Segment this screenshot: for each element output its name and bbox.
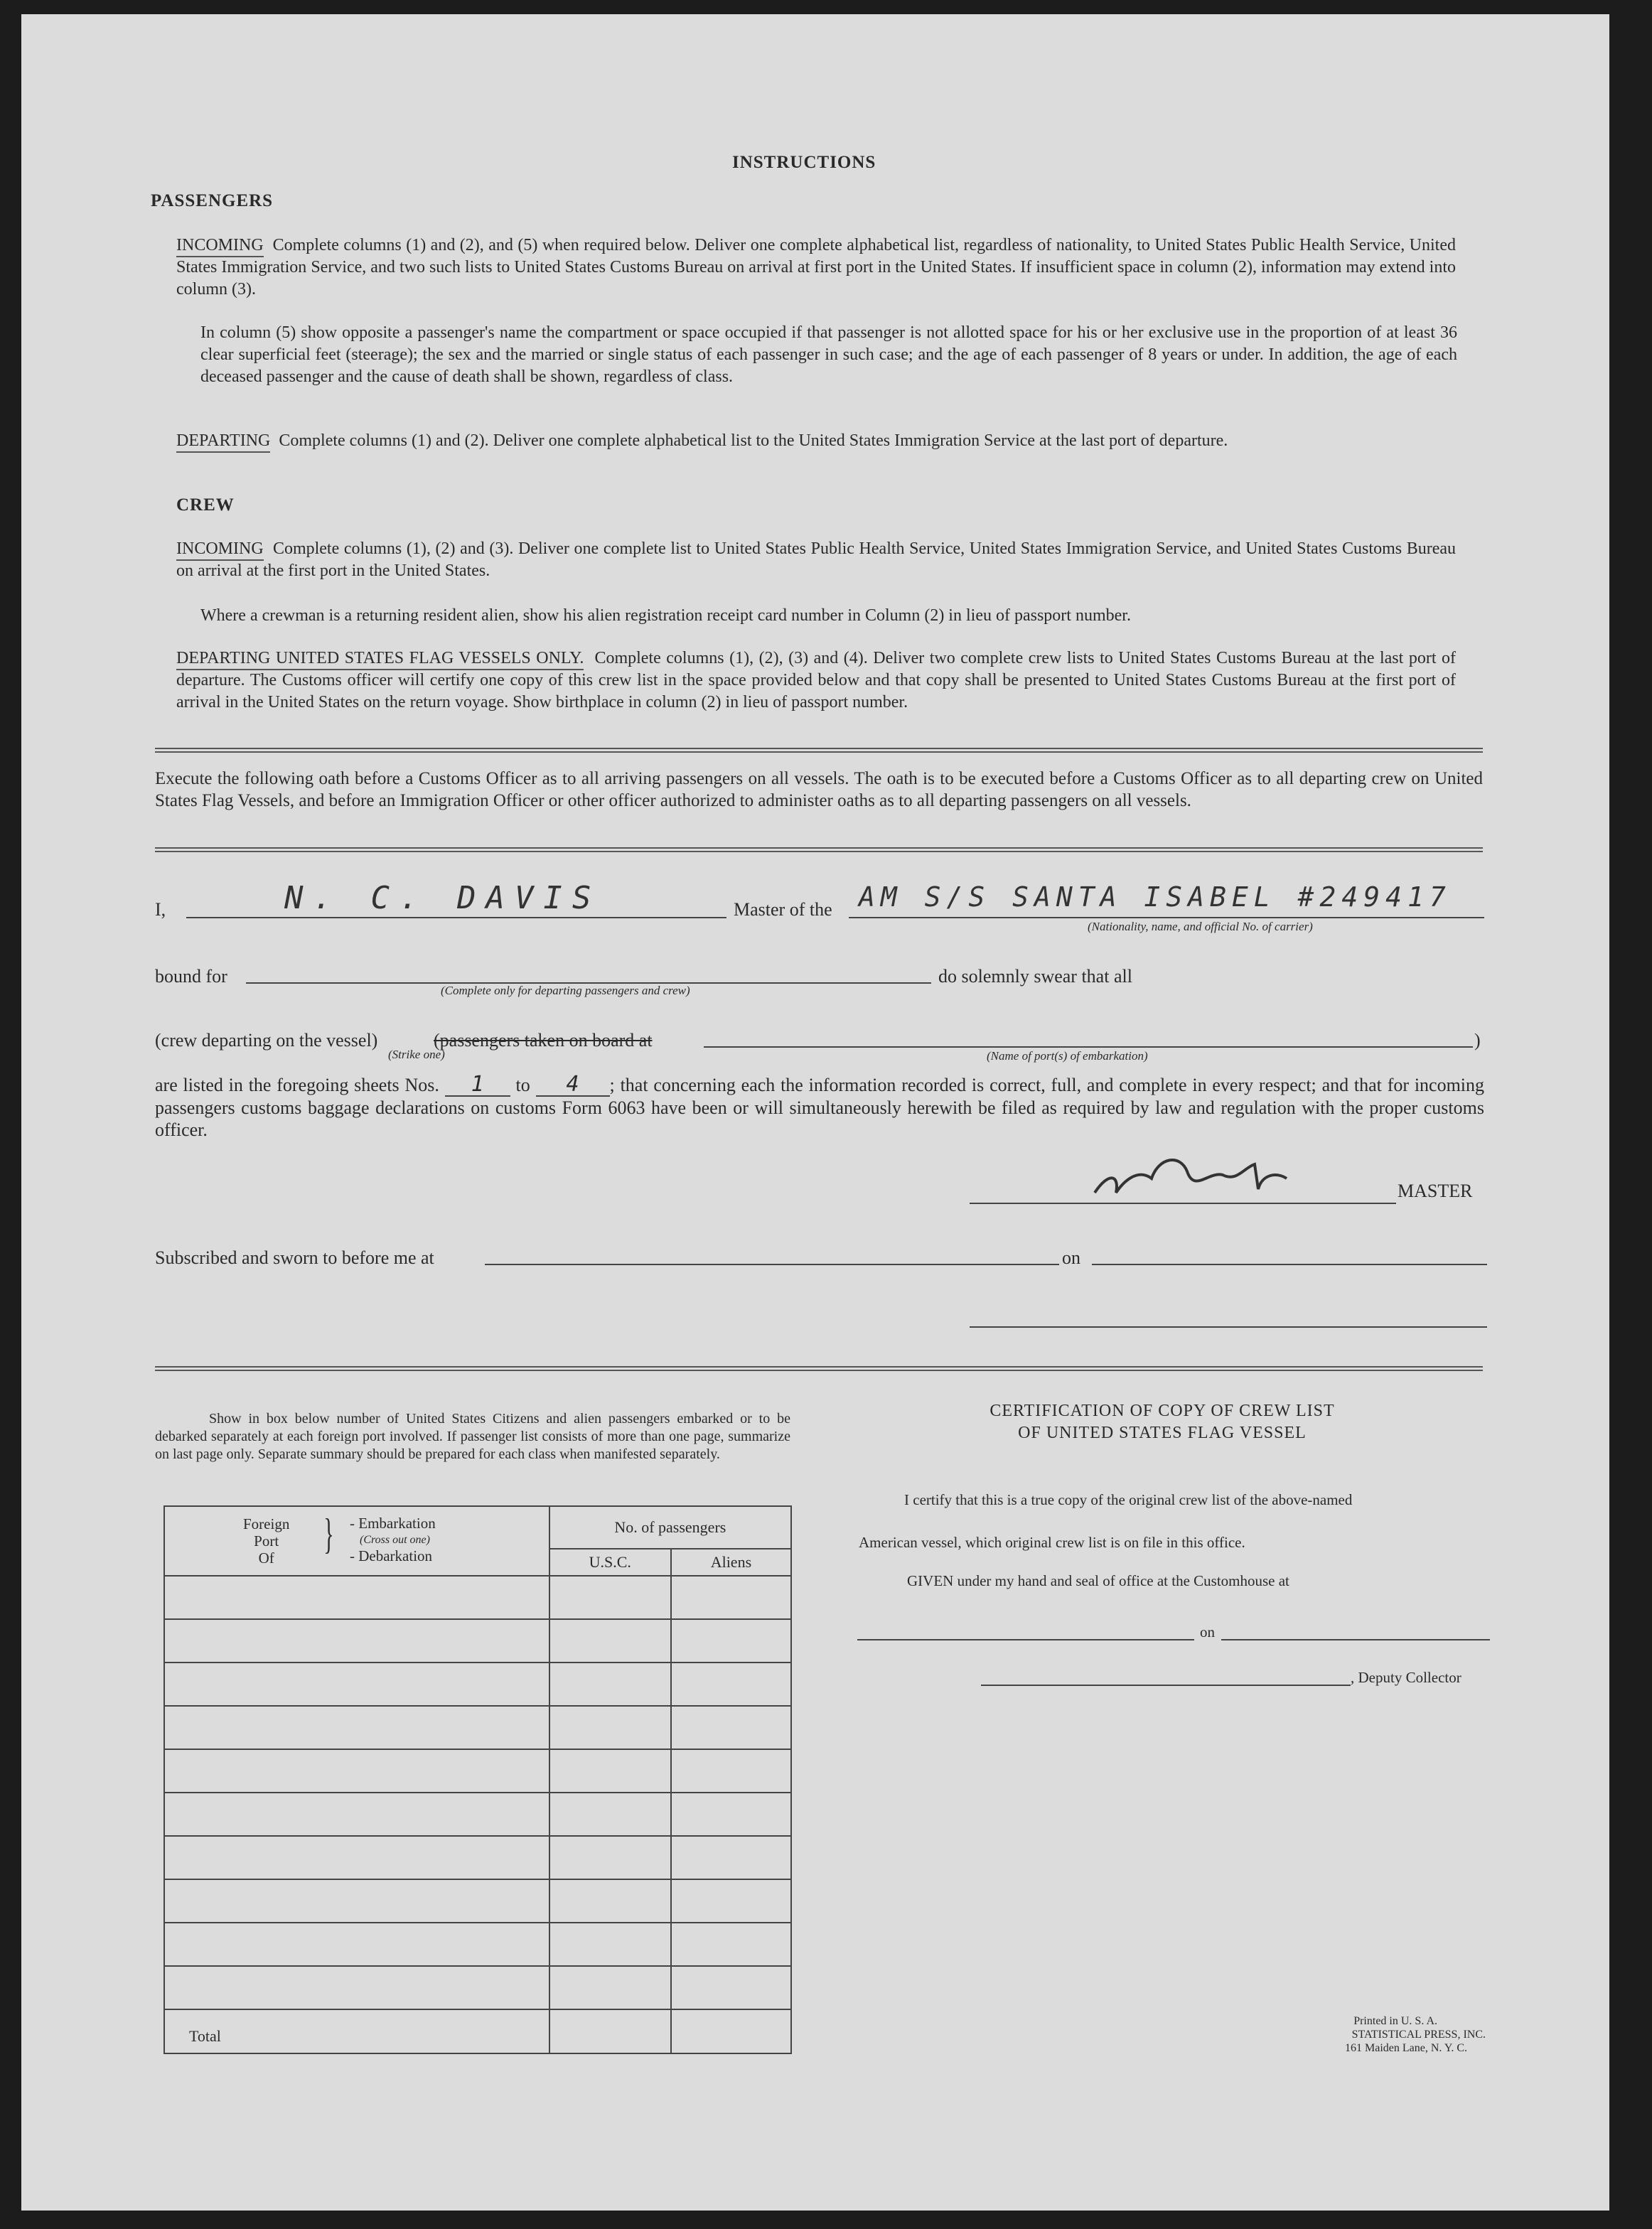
printer-imprint bbox=[1251, 2014, 1486, 2055]
passengers-taken-option: (passengers taken on board at bbox=[434, 1030, 653, 1051]
of-text: Of bbox=[258, 1549, 274, 1567]
certification-title-line-1: CERTIFICATION OF COPY OF CREW LIST bbox=[989, 1402, 1335, 1420]
passengers-incoming-text: Complete columns (1) and (2), and (5) when required below. Deliver one complete alphabetical list, regardless of nationality, to United States Public Health Service, United States Immigration Service, and two such lists to United States Customs Bureau on arrival at first port in the United States. If insufficient space in column (2), information may extend into column (3). bbox=[176, 236, 1457, 299]
printer-line-3: 161 Maiden Lane, N. Y. C. bbox=[1345, 2042, 1467, 2054]
port-cell bbox=[164, 1576, 549, 1619]
port-caption: (Name of port(s) of embarkation) bbox=[987, 1049, 1148, 1063]
crew-departing-label: DEPARTING UNITED STATES FLAG VESSELS ONLY. bbox=[176, 649, 584, 670]
certification-title bbox=[853, 1400, 1471, 1444]
certification-date-line bbox=[1221, 1639, 1490, 1640]
vessel-line bbox=[849, 917, 1484, 918]
certification-line-3: GIVEN under my hand and seal of office at the Customhouse at bbox=[907, 1572, 1289, 1589]
master-signature bbox=[1080, 1143, 1336, 1207]
usc-header: U.S.C. bbox=[549, 1549, 671, 1576]
port-cell bbox=[164, 1836, 549, 1879]
passengers-column5-text: In column (5) show opposite a passenger's name the compartment or space occupied if that passenger is not allotted space for his or her exclusive use in the proportion of at least 36 clear superficial feet (steerage); the sex and the married or single status of each passenger in such case; and the age of each passenger of 8 years or under. In addition, the age of each deceased passenger and the cause of death shall be shown, regardless of class. bbox=[200, 323, 1457, 386]
aliens-cell bbox=[671, 1836, 791, 1879]
master-label: MASTER bbox=[1398, 1181, 1473, 1201]
aliens-header: Aliens bbox=[671, 1549, 791, 1576]
aliens-cell bbox=[671, 1793, 791, 1836]
usc-cell bbox=[549, 1879, 671, 1923]
printer-line-2: STATISTICAL PRESS, INC. bbox=[1351, 2029, 1486, 2041]
master-name-line bbox=[186, 917, 726, 918]
sheet-from: 1 bbox=[445, 1073, 510, 1097]
embark-options bbox=[350, 1515, 436, 1564]
port-line bbox=[704, 1046, 1473, 1048]
passengers-incoming-paragraph bbox=[176, 235, 1456, 301]
port-cell bbox=[164, 1923, 549, 1966]
crew-resident-text: Where a crewman is a returning resident alien, show his alien registration receipt card number in Column (2) in lieu of passport number. bbox=[200, 606, 1131, 625]
usc-cell bbox=[549, 1706, 671, 1749]
deputy-collector-label: , Deputy Collector bbox=[1351, 1669, 1461, 1686]
sheets-statement bbox=[155, 1073, 1484, 1141]
aliens-total-cell bbox=[671, 2009, 791, 2053]
aliens-cell bbox=[671, 1749, 791, 1793]
divider bbox=[155, 847, 1483, 852]
total-label: Total bbox=[164, 2009, 549, 2053]
usc-cell bbox=[549, 1619, 671, 1663]
vessel-caption: (Nationality, name, and official No. of carrier) bbox=[1088, 920, 1313, 933]
i-label: I, bbox=[155, 899, 166, 920]
to-label: to bbox=[515, 1075, 530, 1095]
crew-departing-text: Complete columns (1), (2), (3) and (4). Deliver two complete crew lists to United States Customs Bureau at the last port of departure. The Customs officer will certify one copy of this crew list in the space provided below and that copy shall be presented to United States Customs Bureau at the first port of arrival in the United States on the return voyage. Show birthplace in column (2) in lieu of passport number. bbox=[176, 649, 1456, 711]
port-cell bbox=[164, 1706, 549, 1749]
listed-suffix: ; that concerning each the information recorded is correct, full, and complete in every respect; and that for incoming passengers customs baggage declarations on customs Form 6063 have been or will simultaneously herewith be filed as required by law and regulation with the proper customs officer. bbox=[155, 1075, 1485, 1140]
listed-prefix: are listed in the foregoing sheets Nos. bbox=[155, 1075, 439, 1095]
usc-cell bbox=[549, 1966, 671, 2009]
customhouse-place-line bbox=[857, 1639, 1194, 1640]
brace-icon: } bbox=[323, 1510, 334, 1557]
aliens-cell bbox=[671, 1966, 791, 2009]
crew-departing-paragraph bbox=[176, 648, 1456, 714]
no-of-passengers-header: No. of passengers bbox=[549, 1506, 791, 1549]
foreign-port-of bbox=[243, 1515, 289, 1567]
sworn-on-label: on bbox=[1062, 1247, 1080, 1268]
foreign-port-header bbox=[164, 1506, 549, 1576]
sworn-date-line bbox=[1092, 1264, 1487, 1265]
printer-line-1: Printed in U. S. A. bbox=[1353, 2015, 1437, 2027]
debarkation-option: - Debarkation bbox=[350, 1547, 433, 1564]
bound-for-caption: (Complete only for departing passengers and crew) bbox=[441, 984, 690, 997]
divider bbox=[155, 748, 1483, 753]
vessel-name: AM S/S SANTA ISABEL #249417 bbox=[859, 881, 1452, 913]
crew-incoming-text: Complete columns (1), (2) and (3). Deliver one complete list to United States Public Health Service, United States Immigration Service, and United States Customs Bureau on arrival at the first port in the United States. bbox=[176, 539, 1457, 580]
passengers-incoming-label: INCOMING bbox=[176, 236, 264, 257]
certification-line-2: American vessel, which original crew list is on file in this office. bbox=[859, 1534, 1245, 1551]
aliens-cell bbox=[671, 1576, 791, 1619]
aliens-cell bbox=[671, 1706, 791, 1749]
passengers-departing-label: DEPARTING bbox=[176, 431, 270, 453]
usc-total-cell bbox=[549, 2009, 671, 2053]
port-cell bbox=[164, 1879, 549, 1923]
aliens-cell bbox=[671, 1663, 791, 1706]
port-cell bbox=[164, 1793, 549, 1836]
usc-cell bbox=[549, 1793, 671, 1836]
usc-cell bbox=[549, 1576, 671, 1619]
port-text: Port bbox=[254, 1532, 279, 1549]
master-of-label: Master of the bbox=[734, 899, 832, 920]
foreign-text: Foreign bbox=[243, 1515, 290, 1532]
passengers-departing-paragraph bbox=[176, 430, 1456, 452]
crew-departing-option: (crew departing on the vessel) bbox=[155, 1030, 378, 1051]
aliens-cell bbox=[671, 1879, 791, 1923]
certification-on-label: on bbox=[1200, 1623, 1215, 1640]
instructions-heading: INSTRUCTIONS bbox=[732, 153, 876, 172]
certification-title-line-2: OF UNITED STATES FLAG VESSEL bbox=[1018, 1424, 1307, 1442]
passengers-label: PASSENGERS bbox=[151, 191, 274, 210]
bound-for-label: bound for bbox=[155, 966, 227, 987]
certification-line-1: I certify that this is a true copy of the original crew list of the above-named bbox=[904, 1491, 1353, 1508]
usc-cell bbox=[549, 1663, 671, 1706]
port-cell bbox=[164, 1966, 549, 2009]
usc-cell bbox=[549, 1923, 671, 1966]
divider bbox=[155, 1366, 1483, 1371]
subscribed-label: Subscribed and sworn to before me at bbox=[155, 1247, 434, 1268]
aliens-cell bbox=[671, 1923, 791, 1966]
usc-cell bbox=[549, 1836, 671, 1879]
passengers-departing-text: Complete columns (1) and (2). Deliver one complete alphabetical list to the United States Immigration Service at the last port of departure. bbox=[279, 431, 1228, 450]
port-cell bbox=[164, 1749, 549, 1793]
passenger-summary-table bbox=[163, 1505, 792, 2054]
deputy-collector-line bbox=[981, 1685, 1351, 1686]
port-cell bbox=[164, 1663, 549, 1706]
master-name: N. C. DAVIS bbox=[284, 880, 601, 916]
summary-instructions: Show in box below number of United States Citizens and alien passengers embarked or to be debarked separately at each foreign port involved. If passenger list consists of more than one page, summarize on last page only. Separate summary should be prepared for each class when manifested separately. bbox=[155, 1411, 790, 1462]
sheet-to: 4 bbox=[536, 1073, 610, 1097]
usc-cell bbox=[549, 1749, 671, 1793]
crew-label: CREW bbox=[176, 495, 235, 515]
swear-label: do solemnly swear that all bbox=[938, 966, 1132, 987]
strike-caption: (Strike one) bbox=[388, 1048, 445, 1061]
cross-out-note: (Cross out one) bbox=[360, 1534, 430, 1546]
close-paren: ) bbox=[1474, 1030, 1481, 1051]
port-cell bbox=[164, 1619, 549, 1663]
sworn-signature-line bbox=[970, 1326, 1487, 1328]
embarkation-option: - Embarkation bbox=[350, 1515, 436, 1532]
aliens-cell bbox=[671, 1619, 791, 1663]
crew-incoming-label: INCOMING bbox=[176, 539, 264, 561]
oath-intro: Execute the following oath before a Customs Officer as to all arriving passengers on all vessels. The oath is to be executed before a Customs Officer as to all departing crew on United States Flag Vessels, and before an Immigration Officer or other officer authorized to administer oaths as to all departing passengers on all vessels. bbox=[155, 769, 1483, 810]
sworn-place-line bbox=[485, 1264, 1059, 1265]
crew-incoming-paragraph bbox=[176, 538, 1456, 582]
